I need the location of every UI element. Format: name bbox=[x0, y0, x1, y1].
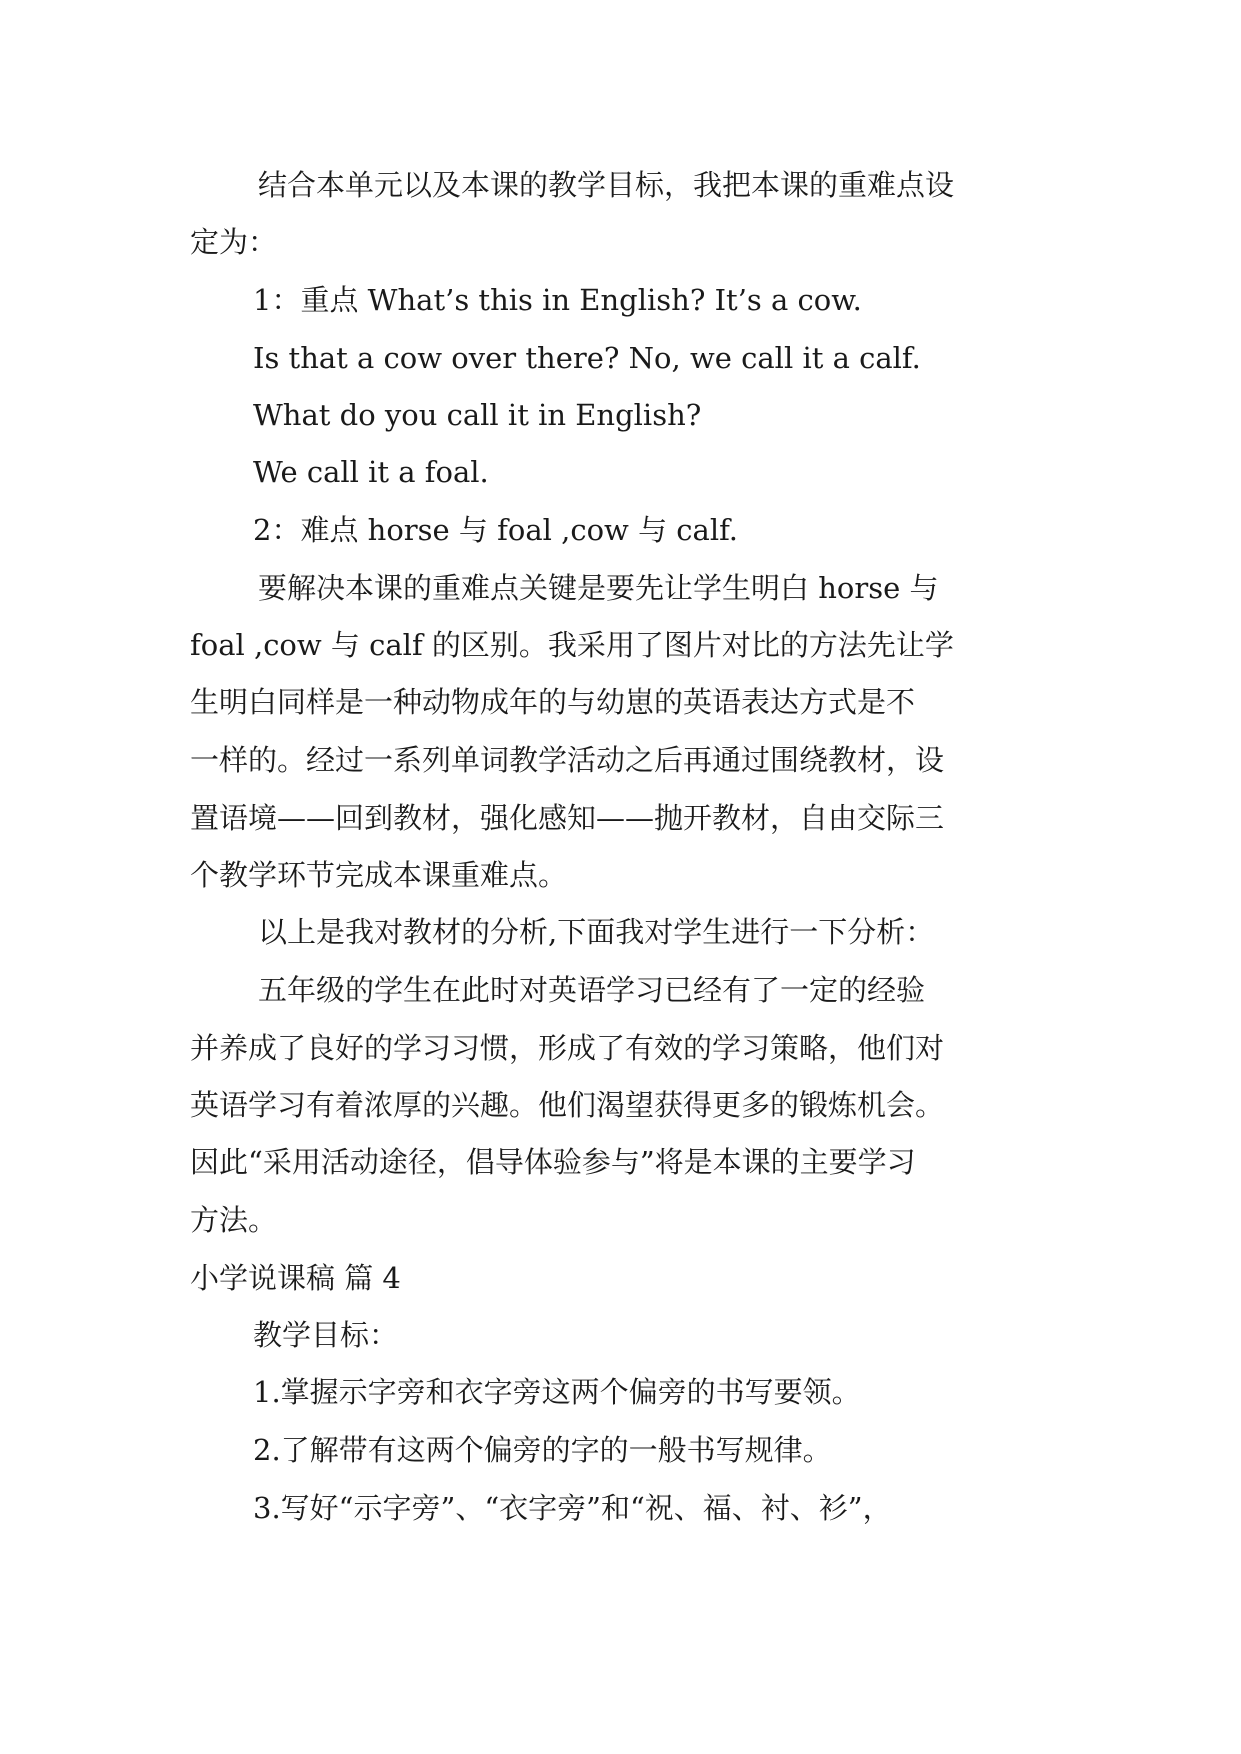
paragraph-line: 并养成了良好的学习习惯，形成了有效的学习策略，他们对 bbox=[190, 1031, 945, 1065]
paragraph-line: We call it a foal. bbox=[253, 455, 489, 489]
paragraph-line: 个教学环节完成本课重难点。 bbox=[190, 858, 568, 892]
paragraph-line: foal ,cow 与 calf 的区别。我采用了图片对比的方法先让学 bbox=[190, 628, 954, 662]
paragraph-line: 一样的。经过一系列单词教学活动之后再通过围绕教材，设 bbox=[190, 743, 945, 777]
section-heading: 小学说课稿 篇 4 bbox=[190, 1261, 401, 1295]
list-item: 3.写好“示字旁”、“衣字旁”和“祝、福、衬、衫”， bbox=[253, 1491, 892, 1525]
paragraph-line: 方法。 bbox=[190, 1203, 278, 1237]
paragraph-line: 英语学习有着浓厚的兴趣。他们渴望获得更多的锻炼机会。 bbox=[190, 1088, 945, 1122]
list-item: 1.掌握示字旁和衣字旁这两个偏旁的书写要领。 bbox=[253, 1375, 861, 1409]
paragraph-line: 以上是我对教材的分析,下面我对学生进行一下分析： bbox=[258, 915, 935, 949]
paragraph-line: 教学目标： bbox=[253, 1318, 399, 1352]
paragraph-line: 2：难点 horse 与 foal ,cow 与 calf. bbox=[253, 513, 739, 547]
paragraph-line: 1：重点 What’s this in English? It’s a cow. bbox=[253, 283, 862, 317]
paragraph-line: 要解决本课的重难点关键是要先让学生明白 horse 与 bbox=[258, 571, 939, 605]
paragraph-line: What do you call it in English? bbox=[253, 398, 702, 432]
list-item: 2.了解带有这两个偏旁的字的一般书写规律。 bbox=[253, 1433, 832, 1467]
paragraph-line: 结合本单元以及本课的教学目标，我把本课的重难点设 bbox=[258, 168, 955, 202]
paragraph-line: 生明白同样是一种动物成年的与幼崽的英语表达方式是不 bbox=[190, 685, 916, 719]
paragraph-line: 置语境——回到教材，强化感知——抛开教材，自由交际三 bbox=[190, 801, 945, 835]
paragraph-line: 定为： bbox=[190, 225, 278, 259]
paragraph-line: 因此“采用活动途径，倡导体验参与”将是本课的主要学习 bbox=[190, 1145, 916, 1179]
paragraph-line: Is that a cow over there? No, we call it a calf. bbox=[253, 341, 921, 375]
paragraph-line: 五年级的学生在此时对英语学习已经有了一定的经验 bbox=[258, 973, 926, 1007]
